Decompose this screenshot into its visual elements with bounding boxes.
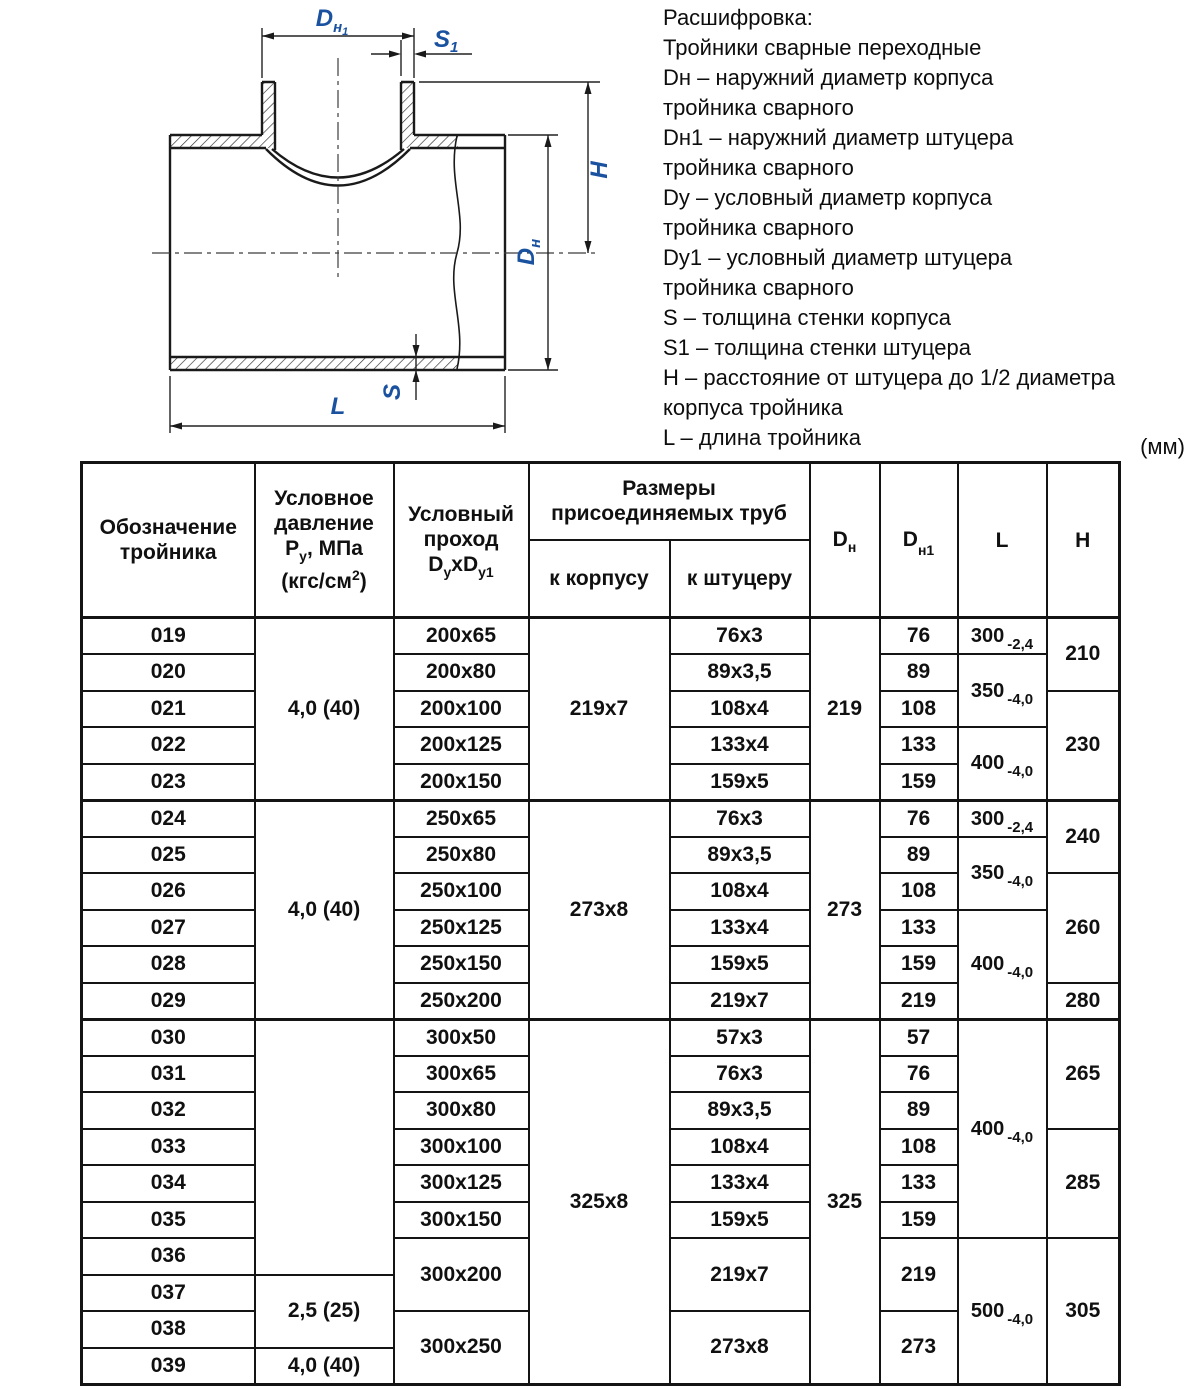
legend-line: тройника сварного <box>663 275 854 300</box>
col-header-to-branch: к штуцеру <box>670 540 810 618</box>
col-header-pressure: Условное давление $P_у$, МПа $(кгс/см^2)$ <box>255 463 394 618</box>
legend-line: Расшифровка: <box>663 5 813 30</box>
cell-shtucer: 159x5 <box>670 946 810 983</box>
cell-shtucer: 133x4 <box>670 1165 810 1202</box>
dim-label-dn: $D_н$ <box>513 238 544 266</box>
legend-line: Тройники сварные переходные <box>663 35 982 60</box>
cell-l: 350 $_{-4,0}$ <box>958 837 1047 910</box>
col-header-dn1: $D_{н1}$ <box>880 463 958 618</box>
cell-l: 350 $_{-4,0}$ <box>958 654 1047 727</box>
col-header-dn: $D_н$ <box>810 463 880 618</box>
cell-pressure: 2,5 (25) <box>255 1275 394 1348</box>
cell-designation: 038 <box>82 1311 255 1348</box>
cell-dn1: 159 <box>880 1202 958 1239</box>
dim-h <box>419 82 613 253</box>
cell-designation: 039 <box>82 1348 255 1385</box>
legend-line: S – толщина стенки корпуса <box>663 305 951 330</box>
cell-dn: 219 <box>810 618 880 801</box>
cell-designation: 019 <box>82 618 255 655</box>
cell-l: 400 $_{-4,0}$ <box>958 727 1047 800</box>
legend-line: Dу1 – условный диаметр штуцера <box>663 245 1013 270</box>
cell-designation: 028 <box>82 946 255 983</box>
cell-pass: 300x150 <box>394 1202 529 1239</box>
col-header-l: L <box>958 463 1047 618</box>
cell-designation: 027 <box>82 910 255 947</box>
legend-line: Dн – наружний диаметр корпуса <box>663 65 994 90</box>
table-body <box>82 618 1120 1385</box>
cell-designation: 023 <box>82 764 255 801</box>
cell-designation: 024 <box>82 800 255 837</box>
cell-h: 280 <box>1047 983 1120 1020</box>
dimensions-table <box>80 461 1121 1386</box>
table-row <box>82 1019 1120 1056</box>
legend-line: Dн1 – наружний диаметр штуцера <box>663 125 1014 150</box>
table-header <box>82 463 1120 618</box>
legend <box>663 3 1200 453</box>
legend-line: тройника сварного <box>663 95 854 120</box>
cell-designation: 031 <box>82 1056 255 1093</box>
cell-pass: 250x80 <box>394 837 529 874</box>
cell-designation: 033 <box>82 1129 255 1166</box>
cell-pass: 250x200 <box>394 983 529 1020</box>
cell-pass: 200x150 <box>394 764 529 801</box>
cell-shtucer: 76x3 <box>670 618 810 655</box>
cell-dn1: 89 <box>880 837 958 874</box>
cell-shtucer: 273x8 <box>670 1311 810 1384</box>
cell-h: 210 <box>1047 618 1120 691</box>
legend-line: Dу – условный диаметр корпуса <box>663 185 993 210</box>
cell-designation: 020 <box>82 654 255 691</box>
legend-line: S1 – толщина стенки штуцера <box>663 335 971 360</box>
cell-h: 265 <box>1047 1019 1120 1129</box>
units-label: (мм) <box>1140 434 1185 459</box>
col-header-h: H <box>1047 463 1120 618</box>
cell-designation: 036 <box>82 1238 255 1275</box>
cell-shtucer: 89x3,5 <box>670 654 810 691</box>
cell-dn1: 159 <box>880 946 958 983</box>
cell-shtucer: 133x4 <box>670 727 810 764</box>
cell-designation: 032 <box>82 1092 255 1129</box>
cell-dn: 273 <box>810 800 880 1019</box>
cell-dn1: 108 <box>880 873 958 910</box>
hatched-walls <box>170 82 459 370</box>
cell-dn1: 133 <box>880 727 958 764</box>
cell-pass: 300x100 <box>394 1129 529 1166</box>
legend-line: тройника сварного <box>663 155 854 180</box>
cell-pass: 200x80 <box>394 654 529 691</box>
cell-designation: 029 <box>82 983 255 1020</box>
cell-dn1: 219 <box>880 983 958 1020</box>
cell-pass: 200x125 <box>394 727 529 764</box>
cell-pass: 300x65 <box>394 1056 529 1093</box>
cell-shtucer: 76x3 <box>670 800 810 837</box>
cell-dn1: 108 <box>880 691 958 728</box>
cell-shtucer: 108x4 <box>670 873 810 910</box>
cell-h: 260 <box>1047 873 1120 983</box>
cell-dn: 325 <box>810 1019 880 1384</box>
cell-dn1: 273 <box>880 1311 958 1384</box>
cell-l: 400 $_{-4,0}$ <box>958 910 1047 1020</box>
cell-shtucer: 133x4 <box>670 910 810 947</box>
cell-h: 305 <box>1047 1238 1120 1384</box>
cell-designation: 037 <box>82 1275 255 1312</box>
cell-dn1: 133 <box>880 1165 958 1202</box>
cell-pass: 300x250 <box>394 1311 529 1384</box>
dim-label-s1: $S_1$ <box>434 26 459 56</box>
cell-shtucer: 108x4 <box>670 691 810 728</box>
cell-dn1: 76 <box>880 1056 958 1093</box>
table-row <box>82 618 1120 655</box>
cell-pass: 200x65 <box>394 618 529 655</box>
cell-pressure: 4,0 (40) <box>255 618 394 801</box>
cell-dn1: 57 <box>880 1019 958 1056</box>
cell-l: 400 $_{-4,0}$ <box>958 1019 1047 1238</box>
cell-shtucer: 89x3,5 <box>670 837 810 874</box>
cell-pass: 300x125 <box>394 1165 529 1202</box>
cell-h: 230 <box>1047 691 1120 801</box>
cell-designation: 021 <box>82 691 255 728</box>
cell-designation: 026 <box>82 873 255 910</box>
cell-korpus: 325x8 <box>529 1019 670 1384</box>
legend-line: тройника сварного <box>663 215 854 240</box>
cell-dn1: 89 <box>880 654 958 691</box>
dim-label-s: S <box>379 383 406 401</box>
dim-label-h: H <box>586 161 613 179</box>
col-header-designation: Обозначение тройника <box>82 463 255 618</box>
cell-designation: 034 <box>82 1165 255 1202</box>
cell-shtucer: 219x7 <box>670 983 810 1020</box>
cell-pass: 300x80 <box>394 1092 529 1129</box>
cell-pass: 200x100 <box>394 691 529 728</box>
dim-l <box>170 376 505 433</box>
cell-pressure <box>255 1019 394 1275</box>
cell-korpus: 219x7 <box>529 618 670 801</box>
cell-pass: 300x50 <box>394 1019 529 1056</box>
cell-pressure: 4,0 (40) <box>255 800 394 1019</box>
cell-shtucer: 89x3,5 <box>670 1092 810 1129</box>
cell-pressure: 4,0 (40) <box>255 1348 394 1385</box>
cell-designation: 030 <box>82 1019 255 1056</box>
cell-dn1: 133 <box>880 910 958 947</box>
dim-label-dn1: $D_н1$ <box>315 5 349 38</box>
cell-pass: 250x150 <box>394 946 529 983</box>
col-header-pipes: Размеры присоединяемых труб <box>529 463 810 540</box>
cell-shtucer: 159x5 <box>670 1202 810 1239</box>
cell-dn1: 108 <box>880 1129 958 1166</box>
cell-shtucer: 108x4 <box>670 1129 810 1166</box>
cell-pass: 300x200 <box>394 1238 529 1311</box>
legend-line: L – длина тройника <box>663 425 861 450</box>
cell-l: 300 $_{-2,4}$ <box>958 800 1047 837</box>
cell-shtucer: 76x3 <box>670 1056 810 1093</box>
cell-pass: 250x100 <box>394 873 529 910</box>
cell-shtucer: 159x5 <box>670 764 810 801</box>
cell-designation: 035 <box>82 1202 255 1239</box>
col-header-to-body: к корпусу <box>529 540 670 618</box>
cell-designation: 022 <box>82 727 255 764</box>
cell-dn1: 76 <box>880 800 958 837</box>
cell-designation: 025 <box>82 837 255 874</box>
cell-dn1: 89 <box>880 1092 958 1129</box>
cell-shtucer: 219x7 <box>670 1238 810 1311</box>
cell-dn1: 76 <box>880 618 958 655</box>
dim-s1 <box>371 26 472 76</box>
tee-drawing <box>0 0 660 450</box>
cell-dn1: 159 <box>880 764 958 801</box>
cell-pass: 250x125 <box>394 910 529 947</box>
table-row <box>82 800 1120 837</box>
cell-dn1: 219 <box>880 1238 958 1311</box>
cell-l: 500 $_{-4,0}$ <box>958 1238 1047 1384</box>
cell-pass: 250x65 <box>394 800 529 837</box>
legend-line: H – расстояние от штуцера до 1/2 диаметра <box>663 365 1116 390</box>
cell-h: 240 <box>1047 800 1120 873</box>
cell-korpus: 273x8 <box>529 800 670 1019</box>
legend-line: корпуса тройника <box>663 395 843 420</box>
dim-label-l: L <box>330 393 346 420</box>
cell-shtucer: 57x3 <box>670 1019 810 1056</box>
col-header-pass: Условный проход $D_уxD_{у1}$ <box>394 463 529 618</box>
cell-h: 285 <box>1047 1129 1120 1239</box>
cell-l: 300 $_{-2,4}$ <box>958 618 1047 655</box>
